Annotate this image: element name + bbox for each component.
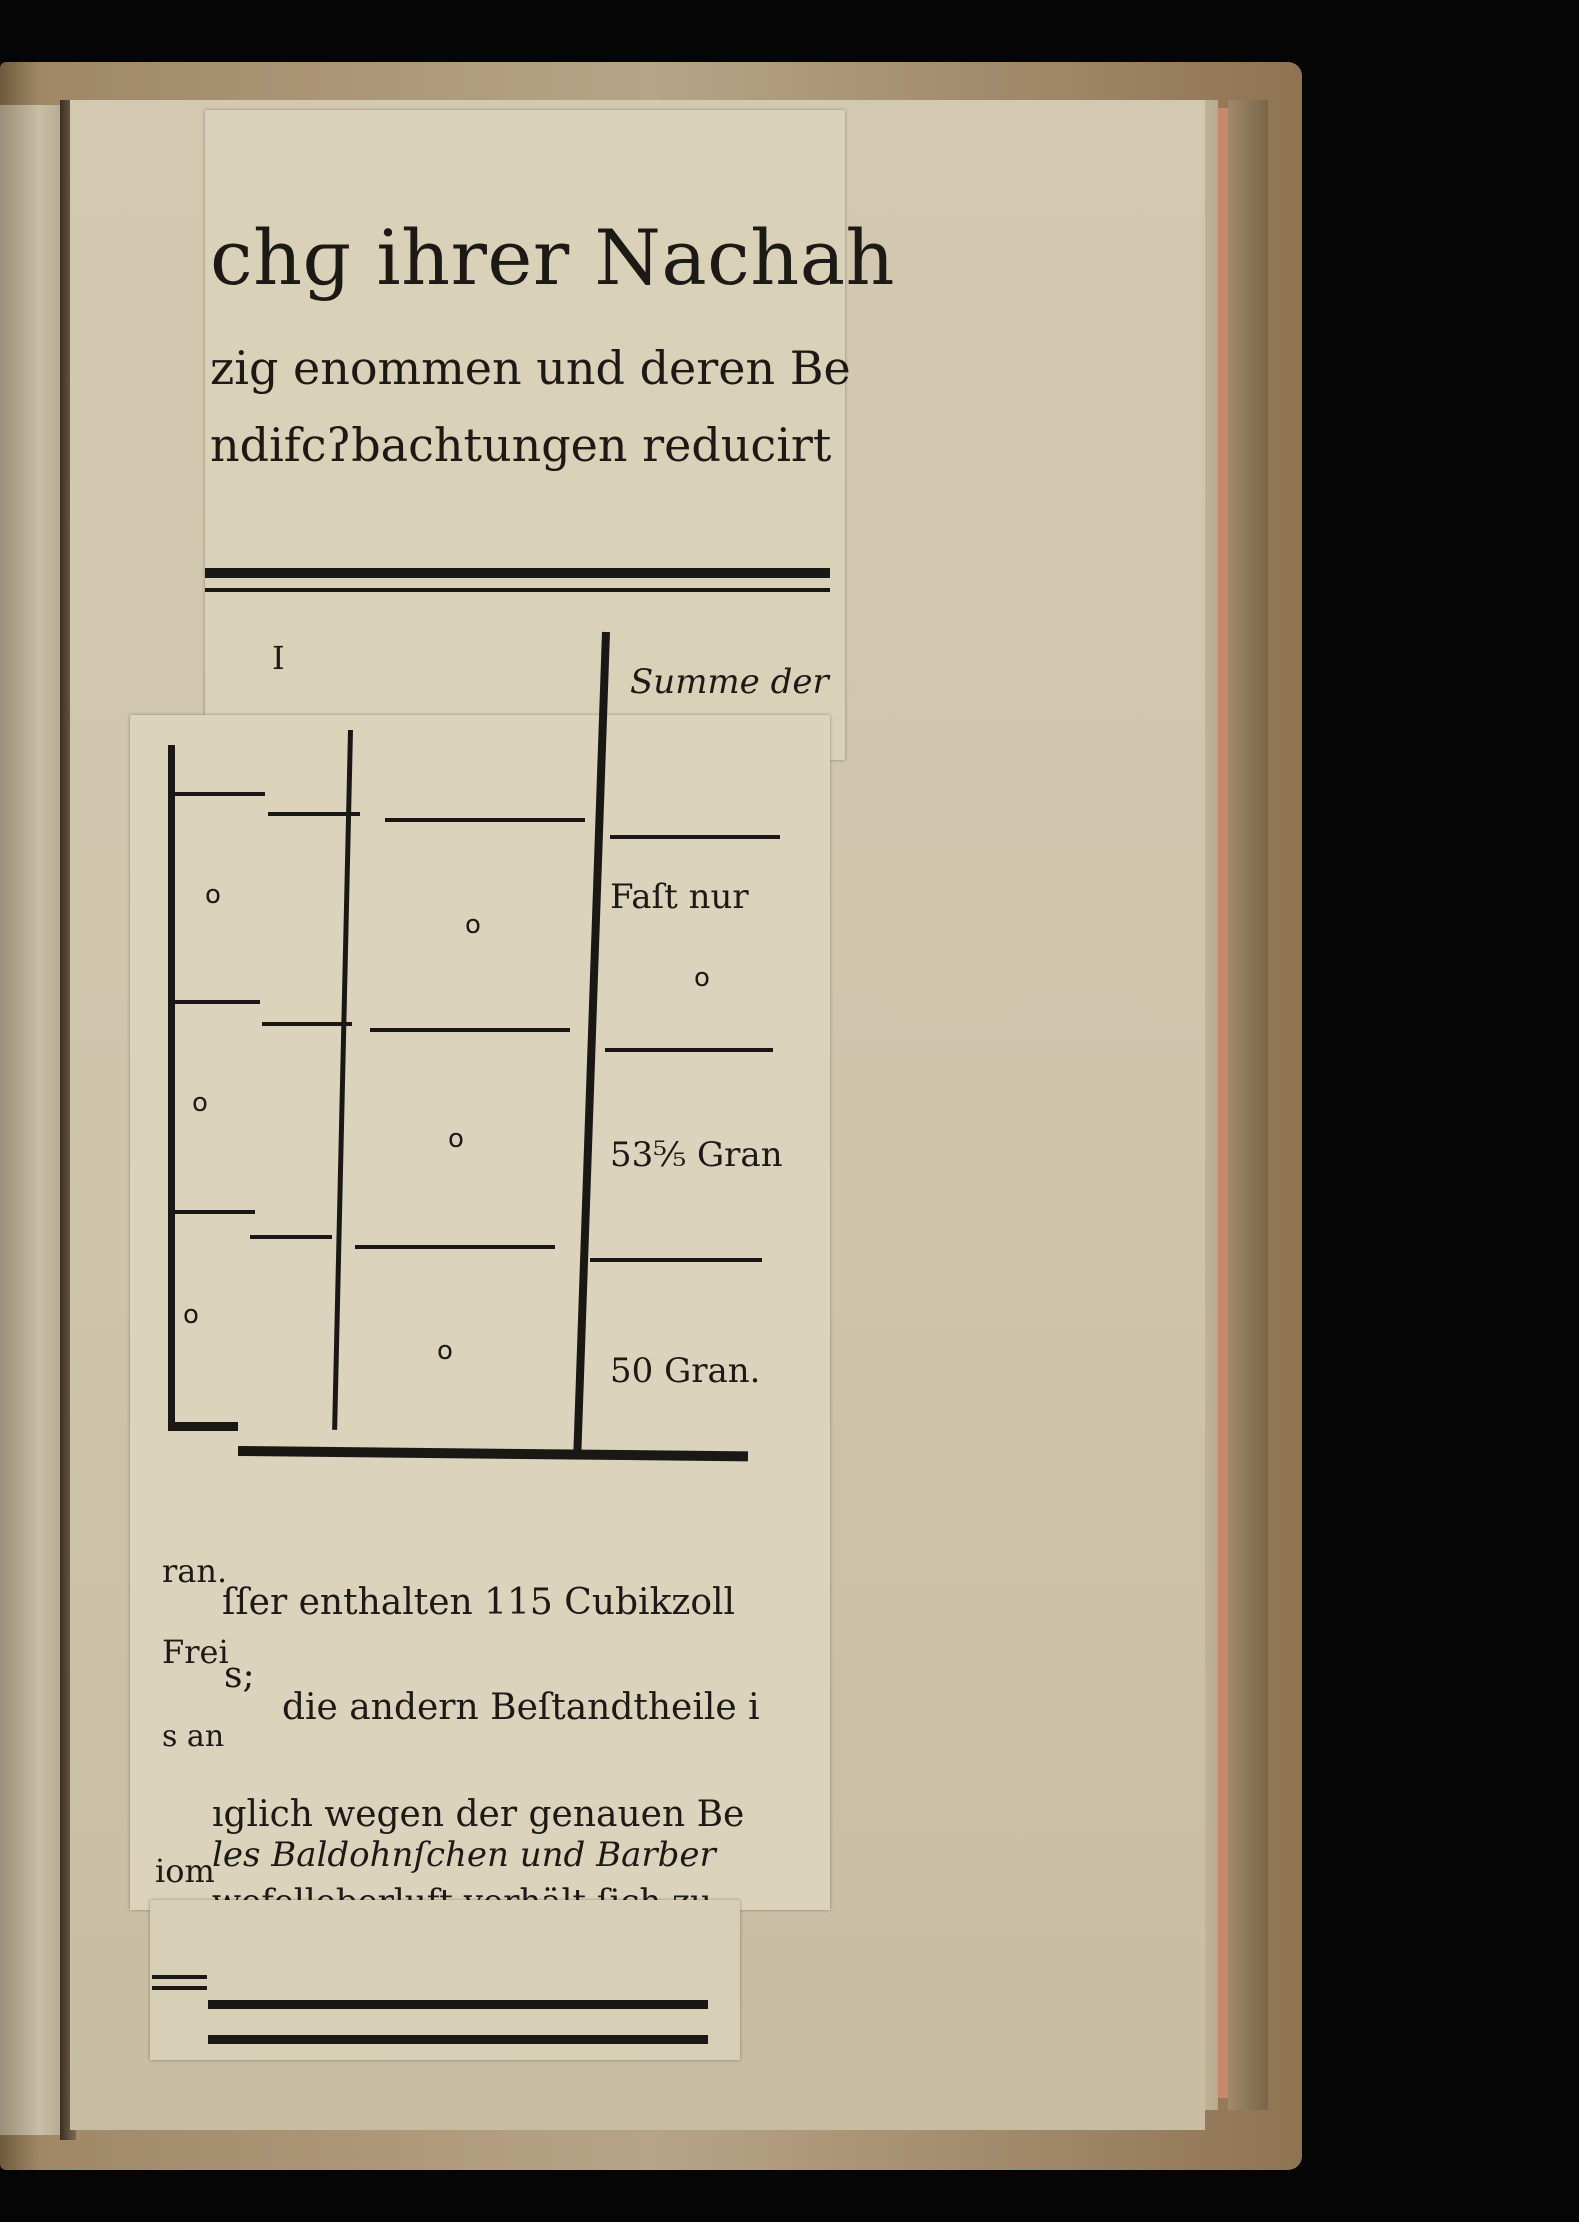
table-row-rule	[610, 835, 780, 839]
body-line-5: ıglich wegen der genauen Be	[212, 1794, 745, 1835]
heading-line-1: chɡ ihrer Nachah	[210, 213, 895, 302]
heading-line-2: zig enommen und deren Be	[210, 341, 851, 395]
cell-r2-c2: o	[448, 1124, 464, 1154]
table-row-rule	[262, 1022, 352, 1026]
body-line-1-left: ran.	[162, 1552, 228, 1590]
body-line-2-left: Frei	[162, 1633, 229, 1671]
table-row-rule	[605, 1048, 773, 1052]
cell-r1-c3: Faſt nur	[610, 877, 749, 917]
cell-r1-c1: o	[205, 880, 221, 910]
table-row-rule	[175, 792, 265, 796]
table-bottom-rule	[168, 1422, 238, 1431]
header-rule	[205, 568, 830, 578]
cell-r1-c2: o	[465, 910, 481, 940]
table-row-rule	[268, 812, 360, 816]
body-line-6: les Baldohnſchen und Barber	[212, 1835, 716, 1875]
table-row-rule	[590, 1258, 762, 1262]
left-page-edge	[0, 105, 66, 2135]
header-rule-thin	[205, 588, 830, 592]
table-marker: I	[272, 639, 285, 677]
heading-line-3: ndifcʔbachtungen reducirt	[210, 418, 832, 472]
body-line-1: ſſer enthalten 115 Cubikzoll	[222, 1582, 736, 1623]
table-row-rule	[175, 1000, 260, 1004]
body-line-3: die andern Beſtandtheile i	[282, 1687, 760, 1728]
cell-r1-c3-circle: o	[694, 963, 710, 993]
body-line-3-left: s;	[224, 1655, 255, 1696]
body-line-4-left: s an	[162, 1719, 225, 1754]
bottom-rule-thin	[152, 1975, 207, 1979]
table-row-rule	[370, 1028, 570, 1032]
body-line-6-left: iom	[155, 1852, 215, 1890]
column-header: Summe der	[630, 662, 829, 702]
table-row-rule	[355, 1245, 555, 1249]
table-row-rule	[250, 1235, 332, 1239]
table-row-rule	[175, 1210, 255, 1214]
cell-r2-c1: o	[192, 1088, 208, 1118]
table-vertical-rule-1	[168, 745, 175, 1430]
cell-r2-c3: 53⁵⁄₅ Gran	[610, 1135, 783, 1175]
bottom-rule-thin	[152, 1986, 207, 1990]
bottom-rule-lower	[208, 2035, 708, 2044]
cell-r3-c1: o	[183, 1300, 199, 1330]
cell-r3-c3: 50 Gran.	[610, 1351, 761, 1391]
page-edge-brown	[1228, 100, 1268, 2110]
table-row-rule	[385, 818, 585, 822]
bottom-rule	[208, 2000, 708, 2009]
cell-r3-c2: o	[437, 1336, 453, 1366]
